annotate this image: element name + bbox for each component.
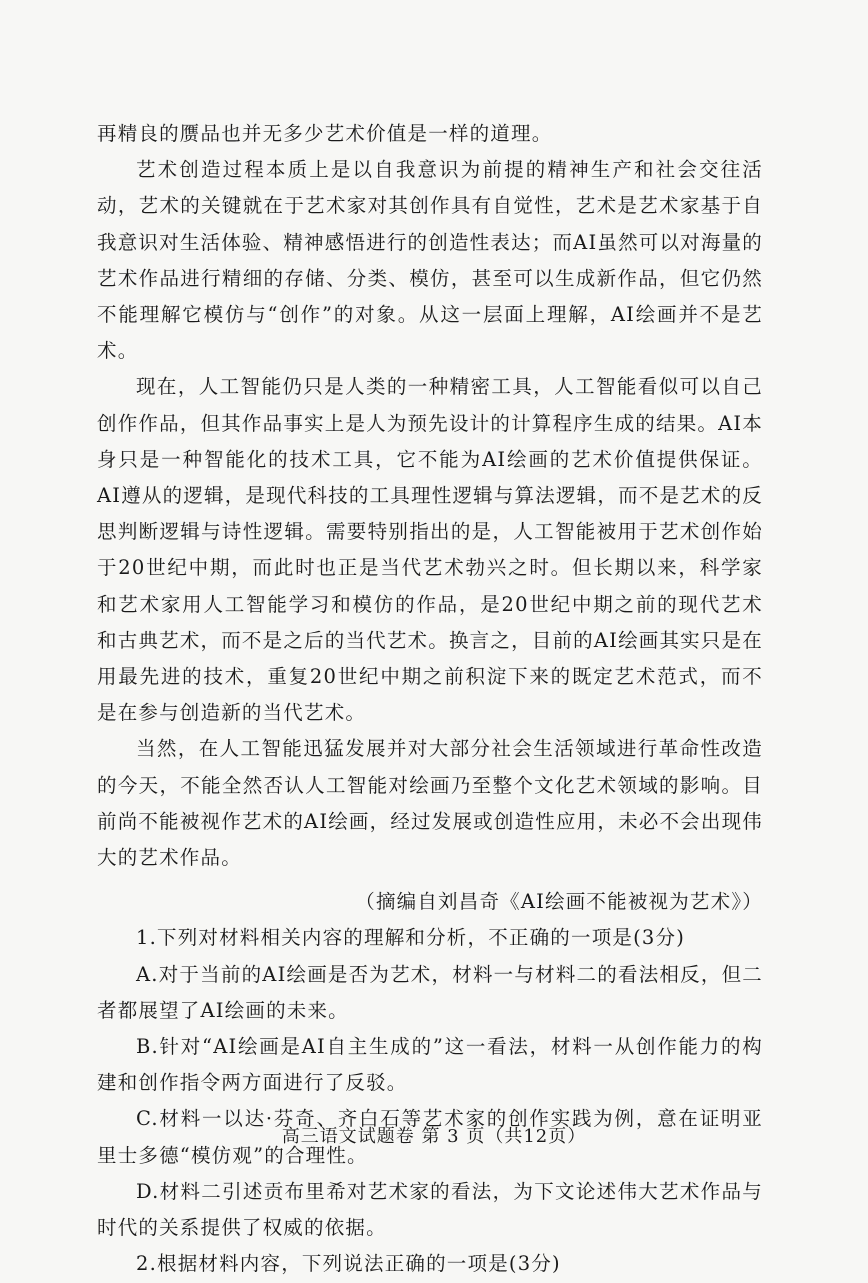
question-1-option-d: D.材料二引述贡布里希对艺术家的看法，为下文论述伟大艺术作品与时代的关系提供了权威的依据。 <box>97 1179 763 1240</box>
page-footer: 高三语文试题卷 第 3 页（共12页） <box>281 1126 587 1147</box>
source-citation: （摘编自刘昌奇《AI绘画不能被视为艺术》） <box>355 890 763 914</box>
paragraph-continuation: 再精良的赝品也并无多少艺术价值是一样的道理。 <box>97 122 553 145</box>
question-2-stem: 2.根据材料内容，下列说法正确的一项是(3分) <box>136 1252 561 1276</box>
question-1-stem: 1.下列对材料相关内容的理解和分析，不正确的一项是(3分) <box>136 926 686 950</box>
paragraph: 现在，人工智能仍只是人类的一种精密工具，人工智能看似可以自己创作作品，但其作品事实上是人为预先设计的计算程序生成的结果。AI本身只是一种智能化的技术工具，它不能为AI绘画的艺术价值提供保证。AI遵从的逻辑，是现代科技的工具理性逻辑与算法逻辑，而不是艺术的反思判断逻辑与诗性逻辑。需要特别指出的是，人工智能被用于艺术创作始于20世纪中期，而此时也正是当代艺术勃兴之时。但长期以来，科学家和艺术家用人工智能学习和模仿的作品，是20世纪中期之前的现代艺术和古典艺术，而不是之后的当代艺术。换言之，目前的AI绘画其实只是在用最先进的技术，重复20世纪中期之前积淀下来的既定艺术范式，而不是在参与创造新的当代艺术。 <box>97 375 763 725</box>
question-1-option-c: C.材料一以达·芬奇、齐白石等艺术家的创作实践为例，意在证明亚里士多德“模仿观”的合理性。 <box>97 1107 763 1167</box>
question-1-option-a: A.对于当前的AI绘画是否为艺术，材料一与材料二的看法相反，但二者都展望了AI绘画的未来。 <box>97 962 763 1022</box>
paragraph: 艺术创造过程本质上是以自我意识为前提的精神生产和社会交往活动，艺术的关键就在于艺术家对其创作具有自觉性，艺术是艺术家基于自我意识对生活体验、精神感悟进行的创造性表达；而AI虽然可以对海量的艺术作品进行精细的存储、分类、模仿，甚至可以生成新作品，但它仍然不能理解它模仿与“创作”的对象。从这一层面上理解，AI绘画并不是艺术。 <box>97 158 763 363</box>
article-body <box>97 116 763 1283</box>
paragraph: 当然，在人工智能迅猛发展并对大部分社会生活领域进行革命性改造的今天，不能全然否认人工智能对绘画乃至整个文化艺术领域的影响。目前尚不能被视作艺术的AI绘画，经过发展或创造性应用，未必不会出现伟大的艺术作品。 <box>97 737 763 870</box>
question-1-option-b: B.针对“AI绘画是AI自主生成的”这一看法，材料一从创作能力的构建和创作指令两方面进行了反驳。 <box>97 1035 763 1095</box>
